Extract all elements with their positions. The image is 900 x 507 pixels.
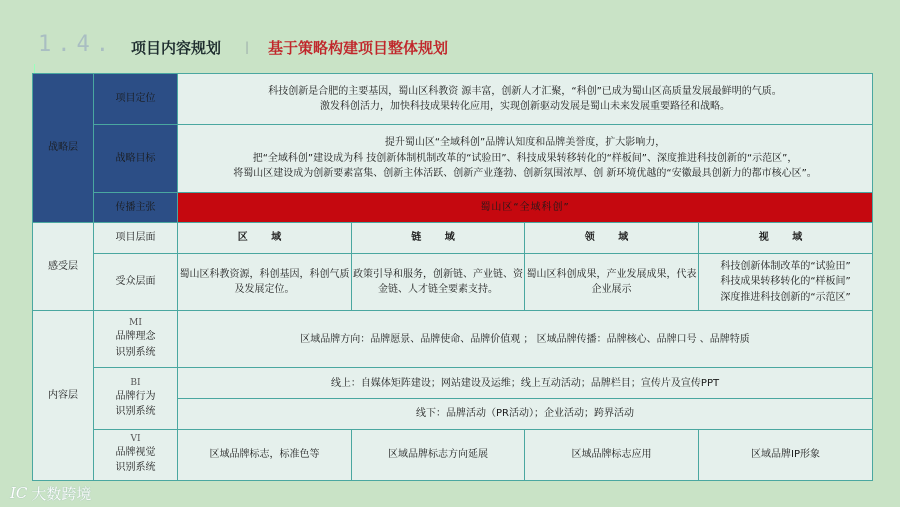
column-region: 区 域	[178, 223, 352, 254]
audience-region: 蜀山区科教资源，科创基因，科创气质及发展定位。	[178, 253, 352, 310]
vision-line-2: 科技成果转移转化的“样板间”	[720, 276, 851, 288]
column-vision: 视 域	[699, 223, 873, 254]
row-audience-level	[33, 253, 873, 310]
goal-line-3: 将蜀山区建设成为创新要素富集、创新主体活跃、创新产业蓬勃、创新氛围浓厚、创 新环境优越的“安徽最具创新力的都市核心区”。	[233, 168, 817, 180]
label-mi	[94, 311, 178, 368]
audience-chain: 政策引导和服务，创新链、产业链、资金链、人才链全要素支持。	[352, 253, 525, 310]
label-slogan: 传播主张	[94, 192, 178, 223]
slogan-banner: 蜀山区“全域科创”	[178, 192, 873, 223]
label-positioning: 项目定位	[94, 74, 178, 125]
column-field: 领 域	[525, 223, 699, 254]
row-positioning	[33, 74, 873, 125]
column-chain: 链 域	[352, 223, 525, 254]
logo-text: 大数跨境	[31, 484, 92, 503]
audience-field: 蜀山区科创成果，产业发展成果，代表企业展示	[525, 253, 699, 310]
vi-label-2: 识别系统	[115, 462, 156, 474]
layer-content: 内容层	[33, 311, 94, 481]
goal-line-2: 把“全域科创”建设成为科 技创新体制机制改革的“试验田”、科技成果转移转化的“样板间”、深度推进科技创新的“示范区”，	[252, 152, 798, 164]
row-vi	[33, 429, 873, 480]
positioning-line-1: 科技创新是合肥的主要基因，蜀山区科教资 源丰富，创新人才汇聚，“科创”已成为蜀山区高质量发展最鲜明的气质。	[268, 85, 782, 97]
bi-code: BI	[130, 377, 141, 388]
bi-offline: 线下：品牌活动（PR活动）；企业活动；跨界活动	[178, 399, 873, 430]
positioning-content	[178, 74, 873, 125]
row-bi-online	[33, 368, 873, 399]
vi-cell-2: 区域品牌标志方向延展	[352, 429, 525, 480]
label-project-level: 项目层面	[94, 223, 178, 254]
logo-mark: I⁠C	[10, 484, 28, 502]
vision-line-3: 深度推进科技创新的“示范区”	[720, 291, 851, 303]
vi-cell-3: 区域品牌标志应用	[525, 429, 699, 480]
section-title: 项目内容规划	[131, 39, 222, 57]
vi-cell-1: 区域品牌标志，标准色等	[178, 429, 352, 480]
mi-label-1: 品牌理念	[115, 331, 156, 343]
row-goal	[33, 125, 873, 192]
label-bi	[94, 368, 178, 429]
section-number: 1.4.	[38, 32, 115, 57]
row-slogan	[33, 192, 873, 223]
row-project-level	[33, 223, 873, 254]
slide-header	[0, 0, 900, 75]
plan-table	[32, 73, 873, 481]
vi-cell-4: 区域品牌IP形象	[699, 429, 873, 480]
label-vi	[94, 429, 178, 480]
layer-strategy: 战略层	[33, 74, 94, 223]
audience-vision	[699, 253, 873, 310]
vi-code: VI	[130, 434, 141, 445]
watermark-logo	[10, 482, 91, 504]
section-subtitle: 基于策略构建项目整体规划	[268, 39, 449, 57]
label-goal: 战略目标	[94, 125, 178, 192]
label-audience-level: 受众层面	[94, 253, 178, 310]
mi-content: 区域品牌方向：品牌愿景、品牌使命、品牌价值观 ； 区域品牌传播：品牌核心、品牌口号 、品牌特质	[178, 311, 873, 368]
row-mi	[33, 311, 873, 368]
vi-label-1: 品牌视觉	[115, 446, 156, 458]
vision-line-1: 科技创新体制改革的“试验田”	[720, 260, 851, 272]
goal-content	[178, 125, 873, 192]
bi-label-1: 品牌行为	[115, 390, 156, 402]
layer-perception: 感受层	[33, 223, 94, 311]
bi-online: 线上：自媒体矩阵建设；网站建设及运维；线上互动活动；品牌栏目；宣传片及宣传PPT	[178, 368, 873, 399]
title-separator: |	[245, 40, 250, 54]
mi-label-2: 识别系统	[115, 346, 156, 358]
goal-line-1: 提升蜀山区“全域科创”品牌认知度和品牌美誉度，扩大影响力，	[384, 137, 666, 149]
positioning-line-2: 激发科创活力，加快科技成果转化应用，实现创新驱动发展是蜀山未来发展重要路径和战略。	[320, 101, 731, 113]
bi-label-2: 识别系统	[115, 406, 156, 418]
mi-code: MI	[129, 318, 142, 329]
